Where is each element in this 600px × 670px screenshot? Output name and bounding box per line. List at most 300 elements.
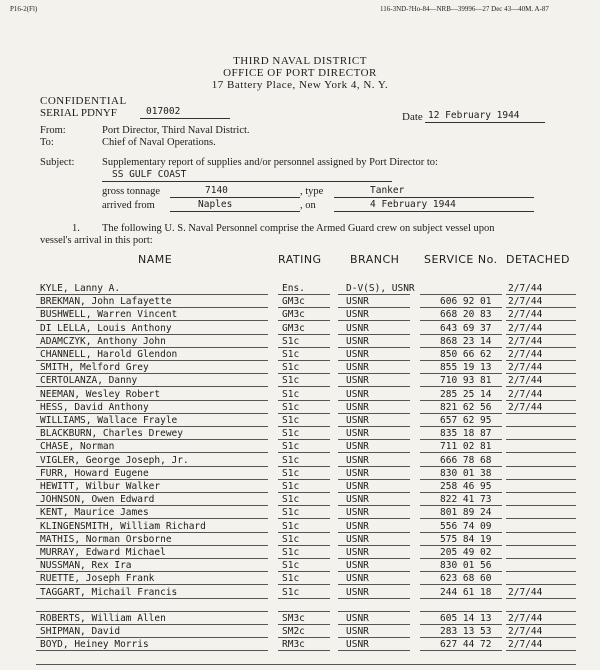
crew-rating: GM3c <box>282 309 305 321</box>
crew-rating: S1c <box>282 335 300 347</box>
arrived-from-label: arrived from <box>102 200 155 211</box>
subject-label: Subject: <box>40 157 75 168</box>
row-underline <box>338 452 410 453</box>
row-underline <box>36 505 268 506</box>
crew-service-number: 710 93 81 <box>440 375 492 387</box>
crew-name: KENT, Maurice James <box>40 507 149 519</box>
row-underline <box>338 479 410 480</box>
arrived-from-value: Naples <box>198 199 233 210</box>
form-id: P16-2(Fl) <box>10 5 38 13</box>
crew-name: HEWITT, Wilbur Walker <box>40 481 161 492</box>
row-underline <box>36 624 268 625</box>
crew-name: NEEMAN, Wesley Robert <box>40 388 161 400</box>
row-underline <box>420 413 502 414</box>
para-line1: The following U. S. Naval Personnel comprise the Armed Guard crew on subject vessel upon <box>102 223 495 234</box>
tonnage-underline <box>170 197 300 198</box>
table-row <box>0 428 600 442</box>
crew-detached-date: 2/7/44 <box>508 613 543 624</box>
crew-detached-date: 2/7/44 <box>508 296 543 308</box>
crew-rating: S1c <box>282 560 300 572</box>
row-underline <box>36 637 268 638</box>
row-underline <box>278 545 330 546</box>
crew-service-number: 855 19 13 <box>440 362 492 374</box>
crew-name: JOHNSON, Owen Edward <box>40 494 155 506</box>
row-underline <box>420 532 502 533</box>
crew-service-number: 605 14 13 <box>440 613 492 624</box>
row-underline <box>278 598 330 599</box>
table-row <box>0 283 600 297</box>
row-underline <box>420 545 502 546</box>
crew-branch: USNR <box>346 467 369 479</box>
row-underline <box>420 518 502 519</box>
row-underline <box>338 347 410 348</box>
crew-branch: D-V(S), USNR <box>346 283 415 294</box>
crew-branch: USNR <box>346 639 369 651</box>
row-underline <box>278 426 330 427</box>
crew-rating: S1c <box>282 388 300 400</box>
row-underline <box>338 439 410 440</box>
crew-name: HESS, David Anthony <box>40 401 149 413</box>
row-underline <box>338 571 410 572</box>
row-underline <box>36 479 268 480</box>
crew-detached-date: 2/7/44 <box>508 322 543 334</box>
crew-service-number: 627 44 72 <box>440 639 492 651</box>
row-underline <box>338 373 410 374</box>
col-header-branch: BRANCH <box>350 253 400 266</box>
row-underline <box>36 360 268 361</box>
row-underline <box>420 373 502 374</box>
row-underline <box>338 294 410 295</box>
crew-rating: SM2c <box>282 626 305 638</box>
row-underline <box>36 452 268 453</box>
row-underline <box>338 611 410 612</box>
crew-name: RUETTE, Joseph Frank <box>40 573 155 585</box>
to-value: Chief of Naval Operations. <box>102 137 216 148</box>
serial-underline <box>140 118 230 119</box>
row-underline <box>506 598 576 599</box>
vessel-underline <box>102 181 392 182</box>
crew-name: FURR, Howard Eugene <box>40 467 149 479</box>
row-underline <box>420 294 502 295</box>
table-row <box>0 402 600 416</box>
crew-branch: USNR <box>346 626 369 638</box>
row-underline <box>338 637 410 638</box>
row-underline <box>338 492 410 493</box>
row-underline <box>420 347 502 348</box>
header-office: OFFICE OF PORT DIRECTOR <box>223 67 377 79</box>
crew-name: BLACKBURN, Charles Drewey <box>40 428 183 440</box>
row-underline <box>36 466 268 467</box>
row-underline <box>278 307 330 308</box>
table-row <box>0 349 600 363</box>
row-underline <box>506 571 576 572</box>
row-underline <box>278 571 330 572</box>
row-underline <box>36 650 268 651</box>
crew-name: KYLE, Lanny A. <box>40 283 121 294</box>
row-underline <box>36 413 268 414</box>
crew-rating: S1c <box>282 362 300 374</box>
row-underline <box>338 426 410 427</box>
row-underline <box>278 452 330 453</box>
row-underline <box>506 360 576 361</box>
crew-name: BOYD, Heiney Morris <box>40 639 149 651</box>
row-underline <box>36 571 268 572</box>
serial-value: 017002 <box>146 106 181 117</box>
row-underline <box>506 624 576 625</box>
row-underline <box>278 611 330 612</box>
row-underline <box>420 360 502 361</box>
crew-rating: S1c <box>282 586 300 598</box>
crew-rating: S1c <box>282 533 300 545</box>
crew-branch: USNR <box>346 586 369 598</box>
crew-name: ADAMCZYK, Anthony John <box>40 335 166 347</box>
row-underline <box>338 334 410 335</box>
table-row <box>0 296 600 310</box>
row-underline <box>506 558 576 559</box>
type-underline <box>334 197 534 198</box>
crew-branch: USNR <box>346 494 369 506</box>
crew-rating: S1c <box>282 507 300 519</box>
serial-label: SERIAL PDNYF <box>40 107 117 119</box>
crew-name: ROBERTS, William Allen <box>40 613 166 624</box>
crew-service-number: 258 46 95 <box>440 481 492 492</box>
gross-tonnage-value: 7140 <box>205 185 228 196</box>
row-underline <box>506 532 576 533</box>
row-underline <box>338 624 410 625</box>
table-row <box>0 389 600 403</box>
table-row <box>0 468 600 482</box>
crew-branch: USNR <box>346 322 369 334</box>
crew-branch: USNR <box>346 362 369 374</box>
table-row <box>0 613 600 627</box>
row-underline <box>506 347 576 348</box>
crew-service-number: 244 61 18 <box>440 586 492 598</box>
crew-name: SHIPMAN, David <box>40 626 121 638</box>
row-underline <box>420 334 502 335</box>
row-underline <box>338 505 410 506</box>
para-line2: vessel's arrival in this port: <box>40 235 153 246</box>
row-underline <box>420 426 502 427</box>
row-underline <box>420 439 502 440</box>
crew-branch: USNR <box>346 401 369 413</box>
row-underline <box>420 400 502 401</box>
row-underline <box>420 492 502 493</box>
row-underline <box>278 532 330 533</box>
col-header-rating: RATING <box>278 253 322 266</box>
crew-detached-date: 2/7/44 <box>508 349 543 360</box>
row-underline <box>278 439 330 440</box>
print-code: 116-3ND-?Ho-84—NRB—39996—27 Dec 43—40M. A-87 <box>380 5 549 13</box>
row-underline <box>338 320 410 321</box>
row-underline <box>36 584 268 585</box>
crew-rating: S1c <box>282 349 300 360</box>
table-row <box>0 455 600 469</box>
crew-branch: USNR <box>346 613 369 624</box>
row-underline <box>36 347 268 348</box>
row-underline <box>36 400 268 401</box>
gross-tonnage-label: gross tonnage <box>102 186 161 197</box>
row-underline <box>506 439 576 440</box>
crew-name: MURRAY, Edward Michael <box>40 547 166 558</box>
crew-service-number: 711 02 81 <box>440 441 492 453</box>
crew-name: KLINGENSMITH, William Richard <box>40 520 206 532</box>
crew-branch: USNR <box>346 349 369 360</box>
crew-rating: S1c <box>282 481 300 492</box>
crew-service-number: 830 01 38 <box>440 467 492 479</box>
row-underline <box>36 386 268 387</box>
crew-service-number: 283 13 53 <box>440 626 492 638</box>
row-underline <box>278 386 330 387</box>
crew-name: CHANNELL, Harold Glendon <box>40 349 178 360</box>
crew-rating: RM3c <box>282 639 305 651</box>
table-row <box>0 362 600 376</box>
crew-branch: USNR <box>346 415 369 426</box>
row-underline <box>420 320 502 321</box>
row-underline <box>420 505 502 506</box>
crew-name: CERTOLANZA, Danny <box>40 375 138 387</box>
row-underline <box>278 400 330 401</box>
crew-rating: S1c <box>282 547 300 558</box>
row-underline <box>506 479 576 480</box>
on-label: , on <box>300 200 316 211</box>
header-district: THIRD NAVAL DISTRICT <box>233 55 367 67</box>
crew-service-number: 623 68 60 <box>440 573 492 585</box>
crew-detached-date: 2/7/44 <box>508 401 543 413</box>
crew-branch: USNR <box>346 296 369 308</box>
crew-service-number: 606 92 01 <box>440 296 492 308</box>
crew-branch: USNR <box>346 520 369 532</box>
crew-detached-date: 2/7/44 <box>508 309 543 321</box>
date-value: 12 February 1944 <box>428 110 520 121</box>
row-underline <box>36 426 268 427</box>
row-underline <box>278 518 330 519</box>
crew-branch: USNR <box>346 573 369 585</box>
crew-branch: USNR <box>346 454 369 466</box>
crew-service-number: 205 49 02 <box>440 547 492 558</box>
crew-name: BREKMAN, John Lafayette <box>40 296 172 308</box>
crew-rating: S1c <box>282 415 300 426</box>
row-underline <box>36 307 268 308</box>
crew-detached-date: 2/7/44 <box>508 335 543 347</box>
crew-name: CHASE, Norman <box>40 441 115 453</box>
crew-rating: S1c <box>282 454 300 466</box>
row-underline <box>278 584 330 585</box>
crew-branch: USNR <box>346 547 369 558</box>
type-label: , type <box>300 186 324 197</box>
row-underline <box>506 400 576 401</box>
crew-service-number: 575 84 19 <box>440 533 492 545</box>
row-underline <box>36 598 268 599</box>
crew-name: MATHIS, Norman Orsborne <box>40 533 172 545</box>
table-row <box>0 415 600 429</box>
crew-detached-date: 2/7/44 <box>508 586 543 598</box>
row-underline <box>338 466 410 467</box>
row-underline <box>36 558 268 559</box>
row-underline <box>420 624 502 625</box>
crew-service-number: 822 41 73 <box>440 494 492 506</box>
row-underline <box>338 400 410 401</box>
crew-detached-date: 2/7/44 <box>508 283 543 294</box>
row-underline <box>506 294 576 295</box>
crew-name: BUSHWELL, Warren Vincent <box>40 309 178 321</box>
row-underline <box>278 505 330 506</box>
crew-service-number: 556 74 09 <box>440 520 492 532</box>
row-underline <box>506 466 576 467</box>
row-underline <box>420 452 502 453</box>
row-underline <box>36 334 268 335</box>
crew-branch: USNR <box>346 388 369 400</box>
row-underline <box>278 492 330 493</box>
row-underline <box>278 360 330 361</box>
crew-rating: SM3c <box>282 613 305 624</box>
crew-rating: S1c <box>282 520 300 532</box>
crew-name: WILLIAMS, Wallace Frayle <box>40 415 178 426</box>
crew-rating: S1c <box>282 375 300 387</box>
crew-branch: USNR <box>346 481 369 492</box>
row-underline <box>506 307 576 308</box>
crew-service-number: 643 69 37 <box>440 322 492 334</box>
row-underline <box>506 334 576 335</box>
from-value: Port Director, Third Naval District. <box>102 125 250 136</box>
crew-rating: S1c <box>282 401 300 413</box>
row-underline <box>420 386 502 387</box>
row-underline <box>338 650 410 651</box>
row-underline <box>506 386 576 387</box>
row-underline <box>278 413 330 414</box>
table-row <box>0 639 600 653</box>
vessel-name: SS GULF COAST <box>112 169 187 180</box>
table-row <box>0 441 600 455</box>
crew-branch: USNR <box>346 560 369 572</box>
crew-service-number: 868 23 14 <box>440 335 492 347</box>
crew-service-number: 285 25 14 <box>440 388 492 400</box>
col-header-service: SERVICE No. <box>424 253 498 266</box>
row-underline <box>278 320 330 321</box>
crew-rating: S1c <box>282 428 300 440</box>
row-underline <box>506 584 576 585</box>
row-underline <box>506 611 576 612</box>
table-row <box>0 626 600 640</box>
table-row <box>0 494 600 508</box>
crew-name: DI LELLA, Louis Anthony <box>40 322 172 334</box>
crew-rating: S1c <box>282 494 300 506</box>
crew-name: TAGGART, Michail Francis <box>40 586 178 598</box>
row-underline <box>420 571 502 572</box>
row-underline <box>338 532 410 533</box>
row-underline <box>506 452 576 453</box>
crew-branch: USNR <box>346 507 369 519</box>
table-row <box>0 600 600 614</box>
crew-branch: USNR <box>346 441 369 453</box>
crew-branch: USNR <box>346 375 369 387</box>
table-row <box>0 309 600 323</box>
crew-service-number: 821 62 56 <box>440 401 492 413</box>
table-row <box>0 323 600 337</box>
row-underline <box>338 598 410 599</box>
crew-detached-date: 2/7/44 <box>508 388 543 400</box>
row-underline <box>278 347 330 348</box>
crew-service-number: 801 89 24 <box>440 507 492 519</box>
crew-branch: USNR <box>346 309 369 321</box>
table-row <box>0 587 600 601</box>
table-row <box>0 336 600 350</box>
row-underline <box>506 545 576 546</box>
date-label: Date <box>402 111 423 123</box>
table-row <box>0 560 600 574</box>
type-value: Tanker <box>370 185 405 196</box>
crew-detached-date: 2/7/44 <box>508 375 543 387</box>
row-underline <box>506 637 576 638</box>
col-header-name: NAME <box>138 253 173 266</box>
from-label: From: <box>40 125 66 136</box>
classification: CONFIDENTIAL <box>40 95 127 107</box>
table-row <box>0 507 600 521</box>
crew-service-number: 835 18 87 <box>440 428 492 440</box>
row-underline <box>338 413 410 414</box>
row-underline <box>506 373 576 374</box>
crew-name: SMITH, Melford Grey <box>40 362 149 374</box>
row-underline <box>506 426 576 427</box>
row-underline <box>338 558 410 559</box>
row-underline <box>338 360 410 361</box>
crew-rating: Ens. <box>282 283 305 294</box>
row-underline <box>278 558 330 559</box>
crew-service-number: 668 20 83 <box>440 309 492 321</box>
row-underline <box>36 545 268 546</box>
on-value: 4 February 1944 <box>370 199 456 210</box>
header-address: 17 Battery Place, New York 4, N. Y. <box>211 79 389 91</box>
row-underline <box>278 373 330 374</box>
para-number: 1. <box>72 223 80 234</box>
date-underline <box>425 122 545 123</box>
table-row <box>0 534 600 548</box>
row-underline <box>420 611 502 612</box>
col-header-detached: DETACHED <box>506 253 570 266</box>
row-underline <box>278 334 330 335</box>
table-row <box>0 573 600 587</box>
row-underline <box>278 294 330 295</box>
row-underline <box>36 532 268 533</box>
crew-detached-date: 2/7/44 <box>508 639 543 651</box>
crew-branch: USNR <box>346 533 369 545</box>
crew-branch: USNR <box>346 335 369 347</box>
crew-service-number: 830 01 56 <box>440 560 492 572</box>
crew-service-number: 657 62 95 <box>440 415 492 426</box>
row-underline <box>338 518 410 519</box>
row-underline <box>338 545 410 546</box>
on-underline <box>334 211 534 212</box>
subject-text: Supplementary report of supplies and/or personnel assigned by Port Director to: <box>102 157 438 168</box>
crew-rating: GM3c <box>282 296 305 308</box>
table-row <box>0 521 600 535</box>
row-underline <box>338 307 410 308</box>
row-underline <box>420 598 502 599</box>
row-underline <box>278 624 330 625</box>
to-label: To: <box>40 137 54 148</box>
blank-underline <box>36 664 576 665</box>
row-underline <box>506 518 576 519</box>
crew-rating: S1c <box>282 467 300 479</box>
crew-branch: USNR <box>346 428 369 440</box>
row-underline <box>278 479 330 480</box>
crew-service-number: 850 66 62 <box>440 349 492 360</box>
row-underline <box>278 637 330 638</box>
arrived-underline <box>170 211 300 212</box>
row-underline <box>420 584 502 585</box>
row-underline <box>338 386 410 387</box>
crew-rating: GM3c <box>282 322 305 334</box>
row-underline <box>36 439 268 440</box>
